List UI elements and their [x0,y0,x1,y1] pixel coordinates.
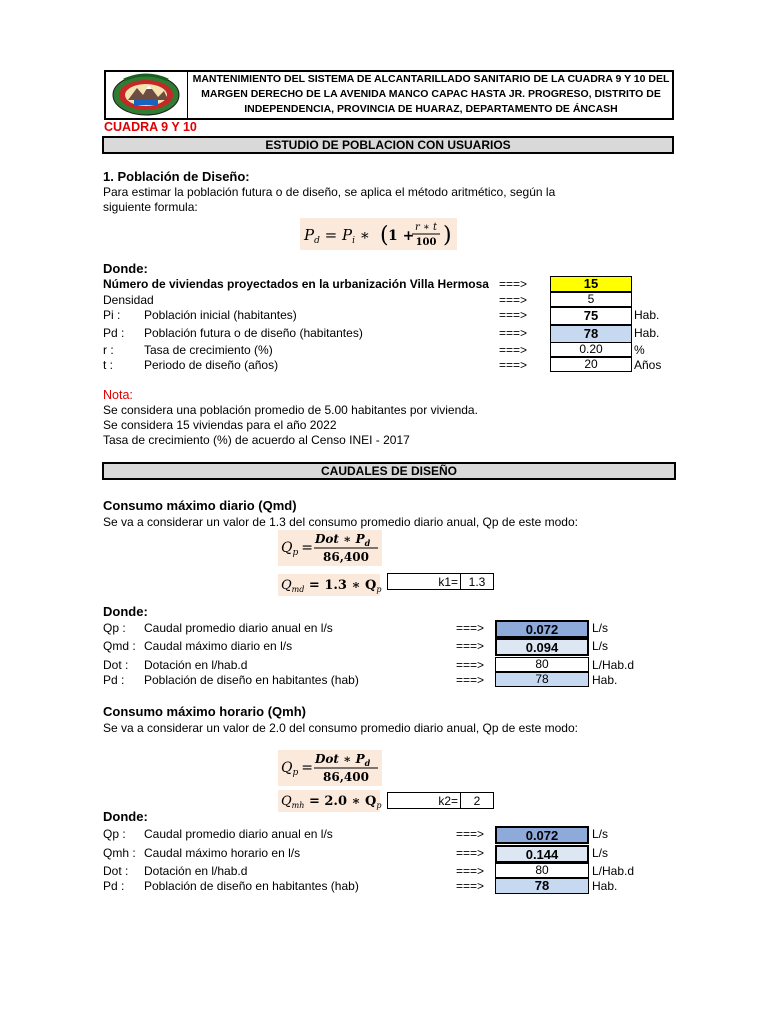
formula-qp-2 [278,750,382,786]
project-title-line3: INDEPENDENCIA, PROVINCIA DE HUARAZ, DEPARTAMENTO DE ÁNCASH [244,103,618,115]
qmhrows-unit: L/s [592,846,609,860]
s1rows-value-cell: 20 [550,357,632,372]
qmdrows-value-cell: 0.072 [495,620,589,638]
donde-label-3: Donde: [103,809,148,824]
svg-text:Qp= [281,540,313,558]
formula-qp-2-lhs: Q [281,760,293,776]
formula-pd-den: 100 [415,237,437,248]
svg-text:Qmd = 1.3 ∗ Qp [281,578,381,594]
qmhrows-sym: Qp : [103,827,126,841]
formula-pd-open-paren: ( [380,223,389,248]
qmhrows-sym: Pd : [103,879,125,893]
qmhrows-unit: L/Hab.d [592,864,635,878]
nota-line2: Se considera 15 viviendas para el año 2022 [103,418,337,432]
formula-pd-lhs-sub: d [314,236,320,246]
s1rows-unit: % [634,343,645,357]
qmhrows-arrow: ===> [456,864,485,878]
formula-pd-p: P [341,226,353,244]
formula-qmh-rhs-sub: p [376,801,382,810]
s1rows-arrow: ===> [499,293,528,307]
s1rows-sym: r : [103,343,114,357]
qmhrows-label: Caudal promedio diario anual en l/s [144,827,333,841]
qmdrows-value-cell: 80 [495,657,589,672]
qmhrows-value-cell: 0.072 [495,826,589,844]
s1rows-unit: Hab. [634,308,660,322]
formula-qp-2-lhs-sub: p [292,768,299,778]
formula-qmh-rhs: = 2.0 ∗ Q [304,794,377,809]
qmdrows-sym: Qmd : [103,639,136,653]
qmdrows-arrow: ===> [456,639,485,653]
qmdrows-unit: L/Hab.d [592,658,635,672]
qmhrows-label: Población de diseño en habitantes (hab) [144,879,359,893]
k1-label: k1= [438,575,458,589]
svg-text:Qp= [281,760,313,778]
formula-qp-1-eq: = [301,540,313,556]
qmhrows-unit: Hab. [592,879,618,893]
formula-qmh-lhs: Q [281,794,292,809]
s1rows-value-cell: 75 [550,307,632,325]
formula-pd-p-sub: i [352,236,355,246]
formula-qp-1 [278,530,382,566]
s1rows-label: Población inicial (habitantes) [144,308,297,322]
formula-qp-2-num: Dot ∗ P [315,752,365,766]
qmdrows-arrow: ===> [456,673,485,687]
qmd-intro: Se va a considerar un valor de 1.3 del consumo promedio diario anual, Qp de este modo: [103,515,578,529]
qmdrows-sym: Qp : [103,621,126,635]
qmhrows-unit: L/s [592,827,609,841]
donde-label-1: Donde: [103,261,148,276]
qmdrows-arrow: ===> [456,621,485,635]
formula-pd-times: ∗ [354,226,370,244]
qmdrows-sym: Dot : [103,658,129,672]
qmdrows-unit: Hab. [592,673,618,687]
logo-cell [104,70,188,120]
intro-line2: siguiente formula: [103,200,198,214]
nota-title: Nota: [103,388,133,402]
qmhrows-sym: Qmh : [103,846,136,860]
subtitle-cuadra: CUADRA 9 Y 10 [104,120,197,134]
heading-poblacion-diseno: 1. Población de Diseño: [103,169,250,184]
project-title-line2: MARGEN DERECHO DE LA AVENIDA MANCO CAPAC HASTA JR. PROGRESO, DISTRITO DE [201,88,661,100]
k2-box [387,792,494,809]
formula-pd-one: 1 + [388,228,415,244]
qmdrows-unit: L/s [592,639,609,653]
k2-label: k2= [438,794,458,808]
qmh-intro: Se va a considerar un valor de 2.0 del consumo promedio diario anual, Qp de este modo: [103,721,578,735]
s1rows-label: Densidad [103,293,154,307]
formula-qp-2-eq: = [301,760,313,776]
heading-qmh: Consumo máximo horario (Qmh) [103,704,306,719]
svg-text:Dot ∗ Pd [314,532,371,548]
qmdrows-value-cell: 78 [495,672,589,687]
qmdrows-unit: L/s [592,621,609,635]
qmhrows-value-cell: 80 [495,863,589,878]
s1rows-label: Periodo de diseño (años) [144,358,279,372]
formula-qp-1-num-sub: d [364,538,371,548]
s1rows-arrow: ===> [499,277,528,291]
formula-qp-1-num: Dot ∗ P [315,532,365,546]
qmdrows-label: Dotación en l/hab.d [144,658,248,672]
s1rows-value-cell: 78 [550,325,632,343]
k1-value: 1.3 [468,575,486,589]
intro-line1: Para estimar la población futura o de diseño, se aplica el método aritmético, según la [103,185,556,199]
s1rows-unit: Hab. [634,326,660,340]
s1rows-sym: t : [103,358,114,372]
svg-text:Qmh = 2.0 ∗ Qp [281,794,381,810]
project-title-line1: MANTENIMIENTO DEL SISTEMA DE ALCANTARILLADO SANITARIO DE LA CUADRA 9 Y 10 DEL [192,73,670,85]
formula-pd-close-paren: ) [443,223,452,248]
qmhrows-arrow: ===> [456,827,485,841]
s1rows-unit: Años [634,358,662,372]
formula-pd [300,218,457,250]
formula-qmd-rhs: = 1.3 ∗ Q [304,578,377,593]
s1rows-label: Tasa de crecimiento (%) [144,343,273,357]
formula-qp-2-den: 86,400 [323,770,369,784]
s1rows-arrow: ===> [499,358,528,372]
s1rows-sym: Pi : [103,308,121,322]
qmhrows-value-cell: 0.144 [495,845,589,863]
s1rows-label: Población futura o de diseño (habitantes) [144,326,363,340]
formula-qmd-lhs-sub: md [291,585,305,594]
qmhrows-value-cell: 78 [495,878,589,894]
formula-qmd-rhs-sub: p [376,585,382,594]
qmhrows-label: Dotación en l/hab.d [144,864,248,878]
banner-estudio-poblacion: ESTUDIO DE POBLACION CON USUARIOS [102,136,674,154]
qmdrows-arrow: ===> [456,658,485,672]
formula-qmd-lhs: Q [281,578,292,593]
k1-box [387,573,494,590]
formula-qmd [278,574,380,596]
qmdrows-label: Población de diseño en habitantes (hab) [144,673,359,687]
project-title [188,72,674,117]
formula-qp-2-num-sub: d [364,758,371,768]
qmdrows-sym: Pd : [103,673,125,687]
s1rows-arrow: ===> [499,326,528,340]
s1rows-sym: Pd : [103,326,125,340]
formula-qp-1-lhs: Q [281,540,293,556]
banner-caudales-diseno: CAUDALES DE DISEÑO [102,462,676,480]
qmdrows-label: Caudal promedio diario anual en l/s [144,621,333,635]
formula-qp-1-lhs-sub: p [292,548,299,558]
nota-line1: Se considera una población promedio de 5.00 habitantes por vivienda. [103,403,478,417]
s1rows-value-cell: 15 [550,276,632,292]
formula-pd-lhs: P [304,226,315,244]
qmhrows-arrow: ===> [456,846,485,860]
s1rows-value-cell: 0.20 [550,342,632,357]
formula-qp-1-den: 86,400 [323,550,369,564]
s1rows-value-cell: 5 [550,292,632,307]
qmdrows-value-cell: 0.094 [495,638,589,656]
nota-line3: Tasa de crecimiento (%) de acuerdo al Censo INEI - 2017 [103,433,410,447]
heading-qmd: Consumo máximo diario (Qmd) [103,498,297,513]
s1rows-label: Número de viviendas proyectados en la urbanización Villa Hermosa [103,277,489,291]
k2-value: 2 [473,794,481,808]
qmdrows-label: Caudal máximo diario en l/s [144,639,293,653]
formula-qmh [278,790,380,812]
formula-qmh-lhs-sub: mh [291,801,305,810]
s1rows-arrow: ===> [499,308,528,322]
qmhrows-sym: Dot : [103,864,129,878]
qmhrows-label: Caudal máximo horario en l/s [144,846,301,860]
formula-pd-eq: = [319,226,342,244]
donde-label-2: Donde: [103,604,148,619]
svg-text:Pd = Pi ∗ [303,226,370,246]
s1rows-arrow: ===> [499,343,528,357]
municipality-logo-icon [104,70,188,118]
svg-text:Dot ∗ Pd [314,752,371,768]
formula-pd-num: r ∗ t [415,222,437,233]
qmhrows-arrow: ===> [456,879,485,893]
